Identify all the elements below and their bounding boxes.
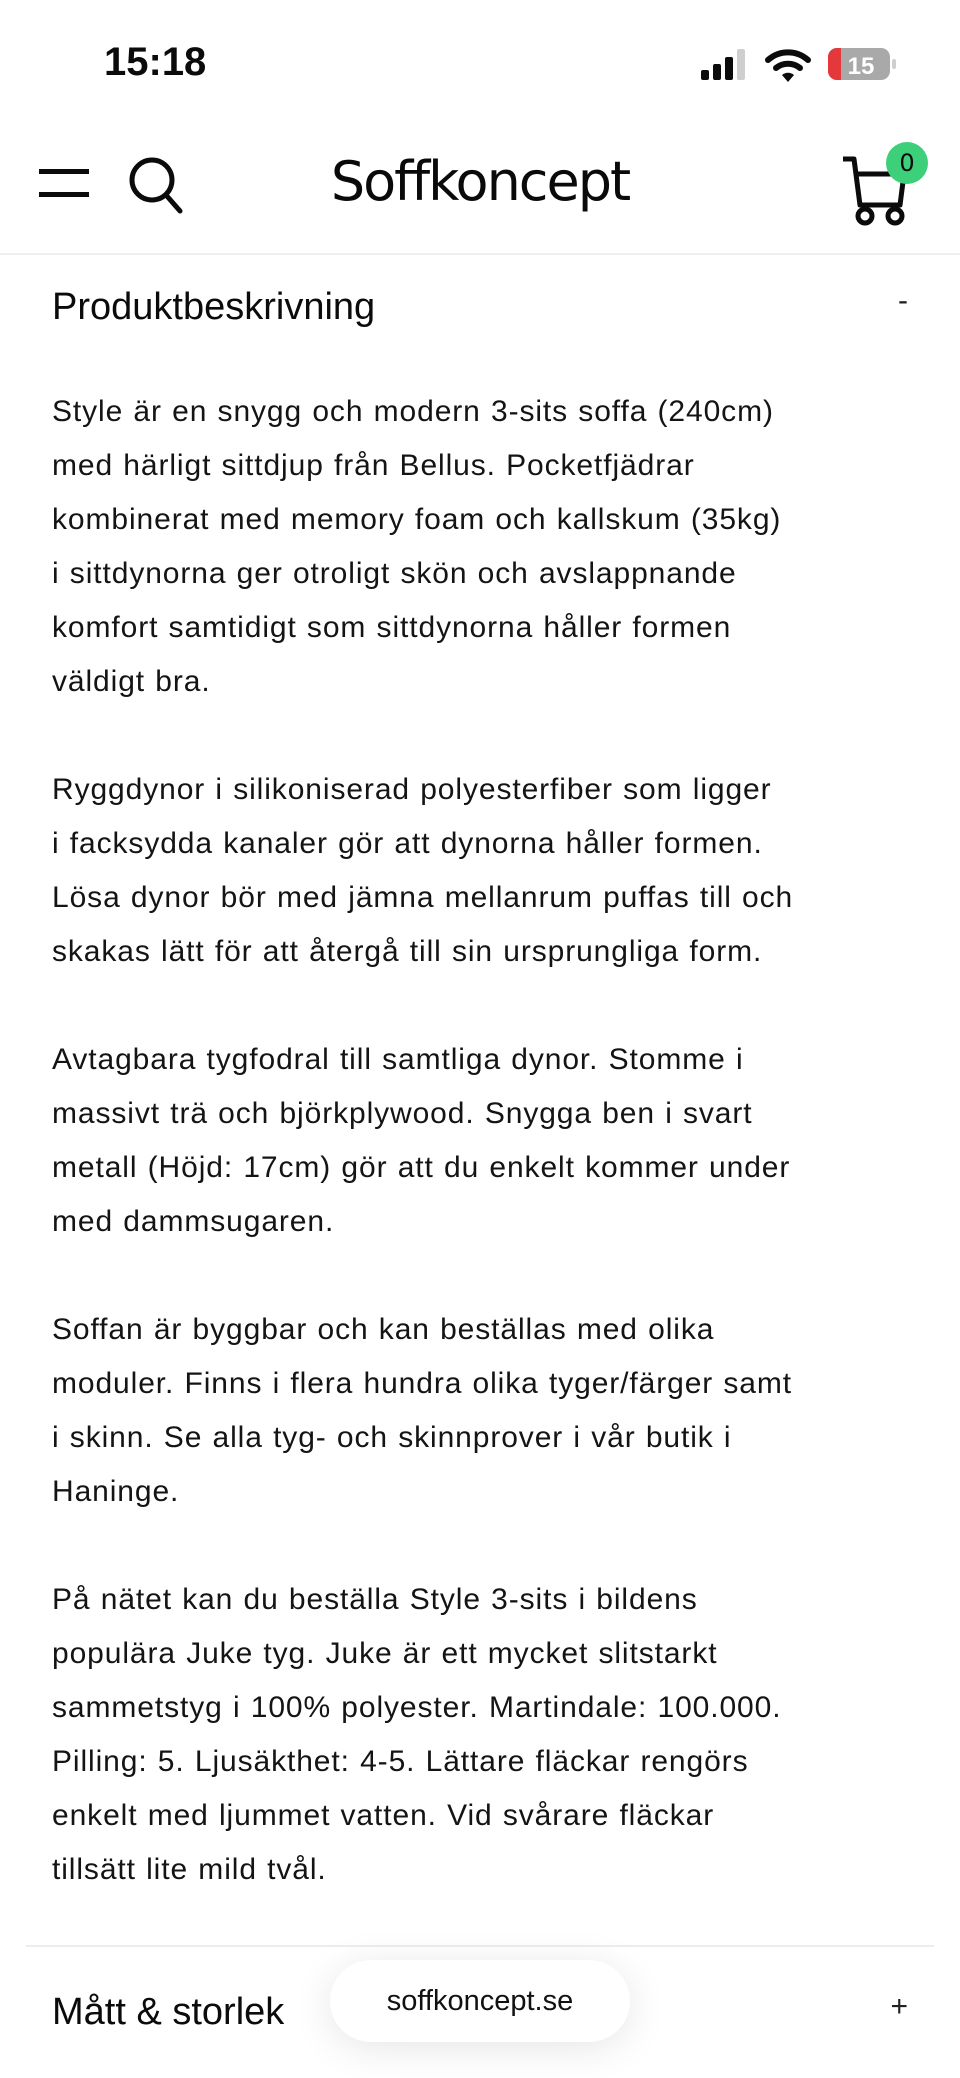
status-icons <box>698 46 898 82</box>
product-description <box>52 385 932 1951</box>
text-line: komfort samtidigt som sittdynorna håller formen <box>52 611 732 644</box>
browser-url-pill[interactable]: soffkoncept.se <box>330 1960 630 2042</box>
section-title-matt-storlek[interactable]: Mått & storlek <box>52 1991 285 2033</box>
text-line: Soffan är byggbar och kan beställas med olika <box>52 1313 715 1346</box>
text-line: med härligt sittdjup från Bellus. Pocketfjädrar <box>52 449 695 482</box>
text-line: skakas lätt för att återgå till sin ursprungliga form. <box>52 935 763 968</box>
description-paragraph <box>52 763 932 979</box>
battery-icon <box>828 48 896 80</box>
text-line: tillsätt lite mild tvål. <box>52 1853 327 1886</box>
text-line: Style är en snygg och modern 3-sits soffa (240cm) <box>52 395 774 428</box>
expand-toggle[interactable]: + <box>890 1990 908 2023</box>
text-line: kombinerat med memory foam och kallskum (35kg) <box>52 503 782 536</box>
battery-level: 15 <box>847 53 875 80</box>
cellular-signal-icon <box>701 49 745 80</box>
section-divider <box>26 1945 934 1947</box>
text-line: Haninge. <box>52 1475 180 1508</box>
text-line: i sittdynorna ger otroligt skön och avslappnande <box>52 557 737 590</box>
text-line: i facksydda kanaler gör att dynorna håller formen. <box>52 827 763 860</box>
text-line: väldigt bra. <box>52 665 211 698</box>
description-paragraph <box>52 1033 932 1249</box>
status-bar <box>0 0 960 120</box>
wifi-icon <box>768 52 808 82</box>
description-paragraph <box>52 1573 932 1897</box>
text-line: med dammsugaren. <box>52 1205 335 1238</box>
cart-count-badge: 0 <box>886 142 928 184</box>
text-line: metall (Höjd: 17cm) gör att du enkelt kommer under <box>52 1151 791 1184</box>
text-line: Pilling: 5. Ljusäkthet: 4-5. Lättare fläckar rengörs <box>52 1745 749 1778</box>
text-line: i skinn. Se alla tyg- och skinnprover i vår butik i <box>52 1421 732 1454</box>
text-line: sammetstyg i 100% polyester. Martindale: 100.000. <box>52 1691 782 1724</box>
site-logo[interactable]: Soffkoncept <box>330 150 630 213</box>
text-line: massivt trä och björkplywood. Snygga ben i svart <box>52 1097 753 1130</box>
text-line: Lösa dynor bör med jämna mellanrum puffas till och <box>52 881 794 914</box>
description-paragraph <box>52 385 932 709</box>
section-title-produktbeskrivning[interactable]: Produktbeskrivning <box>52 286 376 328</box>
text-line: moduler. Finns i flera hundra olika tyger/färger samt <box>52 1367 793 1400</box>
text-line: På nätet kan du beställa Style 3-sits i bildens <box>52 1583 698 1616</box>
text-line: Ryggdynor i silikoniserad polyesterfiber som ligger <box>52 773 772 806</box>
text-line: enkelt med ljummet vatten. Vid svårare fläckar <box>52 1799 715 1832</box>
text-line: populära Juke tyg. Juke är ett mycket slitstarkt <box>52 1637 718 1670</box>
description-paragraph <box>52 1303 932 1519</box>
collapse-toggle[interactable]: - <box>898 284 908 317</box>
site-header <box>0 120 960 255</box>
text-line: Avtagbara tygfodral till samtliga dynor. Stomme i <box>52 1043 744 1076</box>
status-time: 15:18 <box>104 40 207 84</box>
